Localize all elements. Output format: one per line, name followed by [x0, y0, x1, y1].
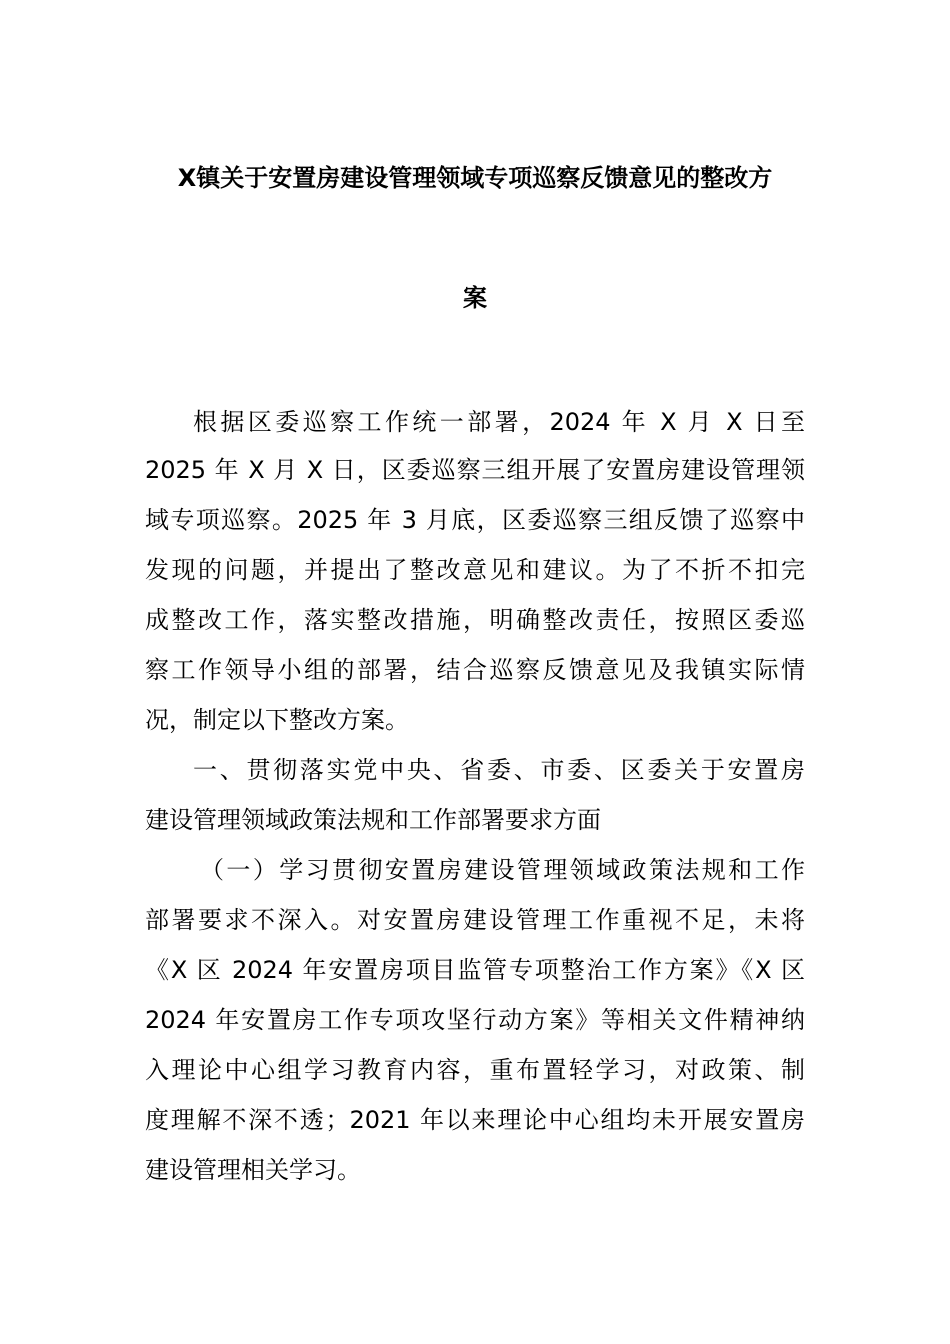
paragraph-3-line: 部署要求不深入。对安置房建设管理工作重视不足，未将: [145, 906, 805, 934]
paragraph-2-line: 建设管理领域政策法规和工作部署要求方面: [145, 806, 601, 834]
paragraph-1-line: 2025 年 X 月 X 日，区委巡察三组开展了安置房建设管理领: [145, 456, 805, 484]
paragraph-3-line: （一）学习贯彻安置房建设管理领域政策法规和工作: [200, 856, 805, 884]
paragraph-1-line: 成整改工作，落实整改措施，明确整改责任，按照区委巡: [145, 606, 805, 634]
paragraph-3-line: 《X 区 2024 年安置房项目监管专项整治工作方案》《X 区: [145, 956, 805, 984]
paragraph-1-line: 根据区委巡察工作统一部署，2024 年 X 月 X 日至: [193, 408, 805, 436]
document-title-line-1: X镇关于安置房建设管理领域专项巡察反馈意见的整改方: [177, 164, 773, 192]
paragraph-1-line: 察工作领导小组的部署，结合巡察反馈意见及我镇实际情: [145, 656, 805, 684]
paragraph-2-line: 一、贯彻落实党中央、省委、市委、区委关于安置房: [193, 756, 805, 784]
paragraph-3-line: 入理论中心组学习教育内容，重布置轻学习，对政策、制: [145, 1056, 805, 1084]
paragraph-3-line: 建设管理相关学习。: [145, 1156, 361, 1184]
paragraph-3-line: 2024 年安置房工作专项攻坚行动方案》等相关文件精神纳: [145, 1006, 805, 1034]
paragraph-1-line: 发现的问题，并提出了整改意见和建议。为了不折不扣完: [145, 556, 805, 584]
paragraph-1-line: 域专项巡察。2025 年 3 月底，区委巡察三组反馈了巡察中: [145, 506, 805, 534]
document-title-line-2: 案: [463, 284, 487, 312]
paragraph-1-line: 况，制定以下整改方案。: [145, 706, 409, 734]
paragraph-3-line: 度理解不深不透；2021 年以来理论中心组均未开展安置房: [145, 1106, 805, 1134]
